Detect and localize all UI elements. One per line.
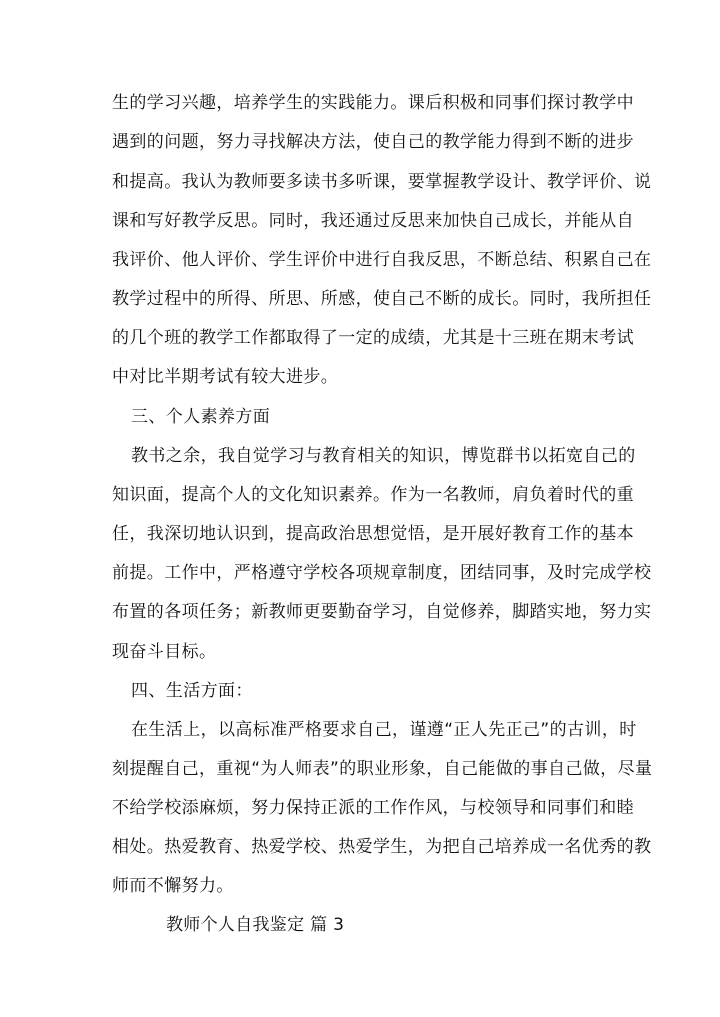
section-heading: 三、个人素养方面 <box>131 407 271 427</box>
text-line: 师而不懈努力。 <box>112 876 234 896</box>
section-heading: 四、生活方面： <box>131 681 253 701</box>
text-line: 和提高。我认为教师要多读书多听课，要掌握教学设计、教学评价、说 <box>112 172 652 192</box>
text-line: 现奋斗目标。 <box>112 642 217 662</box>
text-line: 任，我深切地认识到，提高政治思想觉悟，是开展好教育工作的基本 <box>112 524 634 544</box>
text-line: 在生活上，以高标准严格要求自己，谨遵“正人先正己”的古训，时 <box>131 720 637 740</box>
text-line: 知识面，提高个人的文化知识素养。作为一名教师，肩负着时代的重 <box>112 485 634 505</box>
text-line: 课和写好教学反思。同时，我还通过反思来加快自己成长，并能从自 <box>112 211 634 231</box>
text-line: 相处。热爱教育、热爱学校、热爱学生，为把自己培养成一名优秀的教 <box>112 837 652 857</box>
text-line: 教书之余，我自觉学习与教育相关的知识，博览群书以拓宽自己的 <box>131 446 636 466</box>
text-line: 教学过程中的所得、所思、所感，使自己不断的成长。同时，我所担任 <box>112 289 652 309</box>
text-line: 刻提醒自己，重视“为人师表”的职业形象，自己能做的事自己做，尽量 <box>112 759 653 779</box>
text-line: 中对比半期考试有较大进步。 <box>112 367 339 387</box>
text-line: 前提。工作中，严格遵守学校各项规章制度，团结同事，及时完成学校 <box>112 563 652 583</box>
text-line: 的几个班的教学工作都取得了一定的成绩，尤其是十三班在期末考试 <box>112 328 634 348</box>
text-line: 我评价、他人评价、学生评价中进行自我反思，不断总结、积累自己在 <box>112 250 652 270</box>
text-line: 遇到的问题，努力寻找解决方法，使自己的教学能力得到不断的进步 <box>112 132 634 152</box>
text-line: 布置的各项任务；新教师更要勤奋学习，自觉修养，脚踏实地，努力实 <box>112 602 652 622</box>
text-line: 生的学习兴趣，培养学生的实践能力。课后积极和同事们探讨教学中 <box>112 93 634 113</box>
next-article-title: 教师个人自我鉴定 篇 3 <box>166 915 345 935</box>
text-line: 不给学校添麻烦，努力保持正派的工作作风，与校领导和同事们和睦 <box>112 798 634 818</box>
